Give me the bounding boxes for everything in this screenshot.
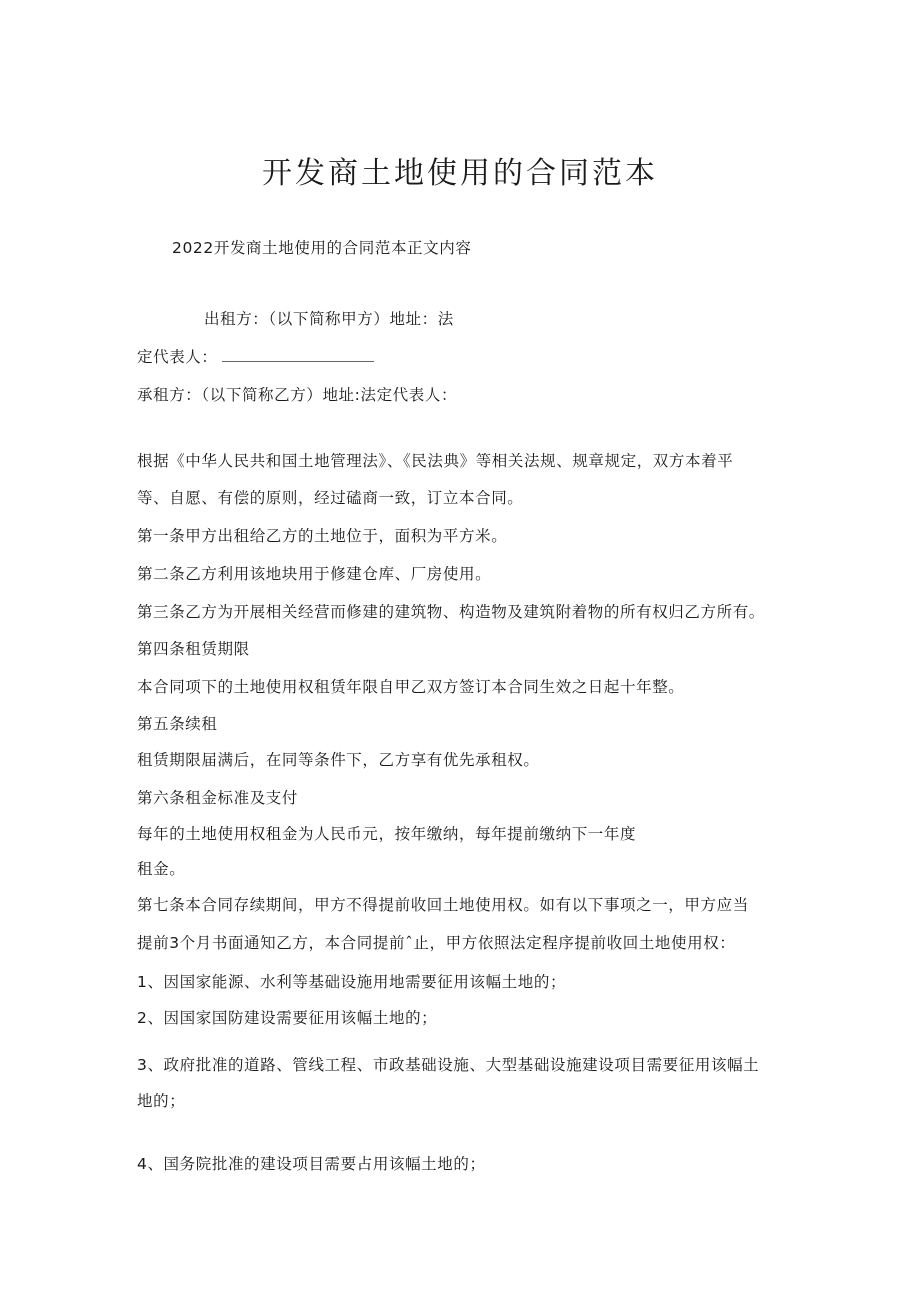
article-3: 第三条乙方为开展相关经营而修建的建筑物、构造物及建筑附着物的所有权归乙方所有。 (137, 603, 765, 621)
paragraph-preamble-2: 等、自愿、有偿的原则，经过磕商一致，订立本合同。 (137, 489, 524, 507)
article-6-heading: 第六条租金标准及支付 (137, 789, 299, 807)
list-item-2: 2、因国家国防建设需要征用该幅土地的； (137, 1009, 438, 1027)
article-1: 第一条甲方出租给乙方的土地位于，面积为平方米。 (137, 527, 508, 545)
article-5-heading: 第五条续租 (137, 715, 218, 733)
legal-rep-line (137, 345, 374, 367)
article-4-body: 本合同项下的土地使用权租赁年限自甲乙双方签订本合同生效之日起十年整。 (137, 678, 685, 696)
document-subtitle: 2022开发商土地使用的合同范本正文内容 (172, 239, 472, 257)
list-item-3-line-2: 地的； (137, 1092, 186, 1110)
article-6-body-1: 每年的土地使用权租金为人民币元，按年缴纳，每年提前缴纳下一年度 (137, 825, 637, 843)
list-item-4: 4、国务院批准的建设项目需要占用该幅土地的； (137, 1155, 486, 1173)
paragraph-preamble-1: 根据《中华人民共和国土地管理法》、《民法典》等相关法规、规章规定，双方本着平 (137, 452, 734, 470)
article-6-body-2: 租金。 (137, 860, 186, 878)
legal-rep-label: 定代表人： (137, 348, 218, 366)
list-item-3-line-1: 3、政府批准的道路、管线工程、市政基础设施、大型基础设施建设项目需要征用该幅土 (137, 1056, 760, 1074)
lessee-line: 承租方：（以下简称乙方）地址:法定代表人： (137, 386, 458, 404)
article-4-heading: 第四条租赁期限 (137, 640, 250, 658)
article-7-body-1: 第七条本合同存续期间，甲方不得提前收回土地使用权。如有以下事项之一，甲方应当 (137, 896, 749, 914)
document-title: 开发商土地使用的合同范本 (262, 156, 658, 191)
list-item-1: 1、因国家能源、水利等基础设施用地需要征用该幅土地的； (137, 973, 567, 991)
article-5-body: 租赁期限届满后，在同等条件下，乙方享有优先承租权。 (137, 751, 540, 769)
legal-rep-blank (222, 349, 374, 362)
article-7-body-2: 提前3个月书面通知乙方，本合同提前ˆ止，甲方依照法定程序提前收回土地使用权： (137, 934, 736, 952)
lessor-line: 出租方：（以下简称甲方）地址：法 (204, 310, 454, 328)
article-2: 第二条乙方利用该地块用于修建仓库、厂房使用。 (137, 565, 492, 583)
